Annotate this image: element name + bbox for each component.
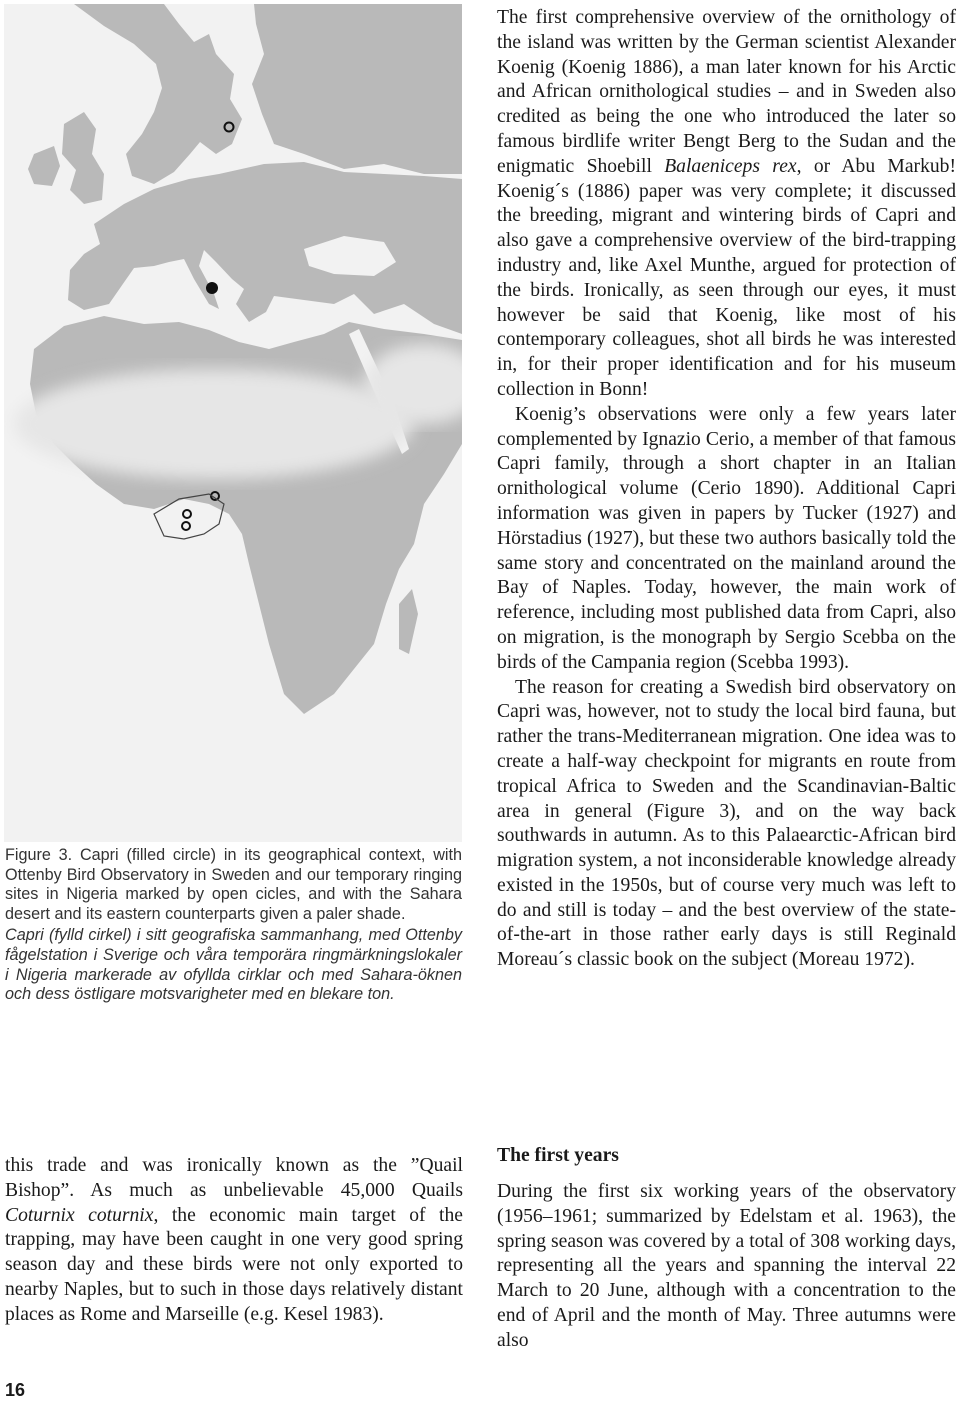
figure-map — [4, 4, 462, 842]
paragraph-reason: The reason for creating a Swedish bird observatory on Capri was, however, not to study the local bird fauna, but rather the trans-Mediterranean migration. One idea was to create a half-way checkpoint for migrants en route from tropical Africa to Sweden and the Scandinavian-Baltic area in general (Figure 3), and on the way back southwards in autumn. As to this Palaearctic-African bird migration system, a not inconsiderable knowledge already existed in the 1950s, but of course very much was left to do and still is today – and the best overview of the state-of-the-art in those rather early days is still Reginald Moreau´s classic book on the subject (Moreau 1972). — [497, 676, 956, 971]
map-svg — [4, 4, 462, 842]
paragraph-koenig — [497, 6, 956, 403]
paragraph-text: The first comprehensive overview of the ornithology of the island was written by the German scientist Alexander Koenig (Koenig 1886), a man later known for his Arctic and African ornithological studies – and in Sweden also credited as being the one who introduced the later so famous birdlife writer Bengt Berg to the Sudan and the enigmatic Shoebill — [497, 7, 956, 177]
capri-filled-circle — [206, 282, 218, 294]
paragraph-text: , the economic main target of the trapping, may have been caught in one very good spring season day and these birds were not only exported to nearby Naples, but to such in those days relatively distant places as Rome and Marseille (e.g. Kesel 1983). — [5, 1204, 463, 1325]
paragraph-cerio: Koenig’s observations were only a few years later complemented by Ignazio Cerio, a member of that famous Capri family, through a short chapter in an Italian ornithological volume (Cerio 1890). Additional Capri information was given in papers by Tucker (1927) and Hörstadius (1927), but these two authors basically told the same story and concentrated on the mainland around the Bay of Naples. Today, however, the main work of reference, including most published data from Capri, also on migration, is the monograph by Sergio Scebba on the birds of the Campania region (Scebba 1993). — [497, 403, 956, 673]
species-name: Coturnix coturnix — [5, 1204, 154, 1226]
page-number: 16 — [5, 1380, 26, 1400]
right-column — [497, 6, 956, 973]
caption-english: Figure 3. Capri (filled circle) in its geographical context, with Ottenby Bird Observatory in Sweden and our temporary ringing sites in Nigeria marked by open cicles, and with the Sahara desert and its eastern counterparts given a paler shade. — [5, 846, 462, 923]
sahara-desert — [14, 369, 414, 479]
left-column — [5, 1154, 463, 1328]
section-heading: The first years — [497, 1145, 619, 1166]
figure-caption — [5, 846, 462, 1005]
paragraph-first-years: During the first six working years of the observatory (1956–1961; summarized by Edelstam et al. 1963), the spring season was covered by a total of 308 working days, representing all the years and spanning the interval 22 March to 20 June, although with a concentration to the end of April and the month of May. Three autumns were also — [497, 1181, 956, 1351]
paragraph-text: this trade and was ironically known as the ”Quail Bishop”. As much as unbelievable 45,000 Quails — [5, 1155, 463, 1201]
caption-swedish: Capri (fylld cirkel) i sitt geografiska sammanhang, med Ottenby fågelstation i Sverige och våra temporära ringmärkningslokaler i Nigeria markerade av ofyllda cirklar och med Sahara-öknen och dess östligare motsvarigheter med en blekare ton. — [5, 926, 462, 1004]
section-body — [497, 1180, 956, 1354]
species-name: Balaeniceps rex — [664, 155, 797, 177]
paragraph-text: , or Abu Markub! Koenig´s (1886) paper was very complete; it discussed the breeding, migrant and wintering birds of Capri and also gave a comprehensive overview of the bird-trapping industry and, like Axel Munthe, argued for protection of the birds. Ironically, as seen through our eyes, it must however be said that Koenig, like most of his contemporary colleagues, shot all birds he was interested in, for their proper identification and for his museum collection in Bonn! — [497, 155, 956, 400]
paragraph-quail — [5, 1154, 463, 1328]
